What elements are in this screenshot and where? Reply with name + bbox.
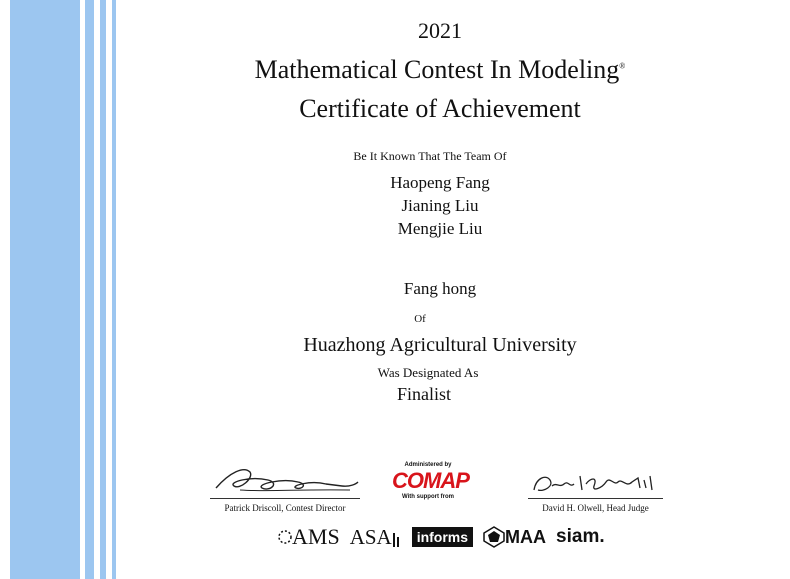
- ams-emblem-icon: [278, 527, 292, 547]
- maa-polyhedron-icon: [483, 526, 505, 548]
- contest-name-text: Mathematical Contest In Modeling: [254, 55, 620, 84]
- signature-line: [210, 498, 360, 499]
- team-member: Mengjie Liu: [397, 219, 483, 238]
- contest-name: [140, 55, 740, 85]
- sponsor-logos: [278, 522, 605, 552]
- registered-mark: ®: [619, 61, 626, 71]
- contest-director-caption: Patrick Driscoll, Contest Director: [224, 503, 346, 513]
- maa-logo-text: MAA: [505, 526, 547, 547]
- decorative-stripe: [100, 0, 106, 579]
- ams-logo-text: AMS: [292, 524, 340, 549]
- administered-by-label: Administered by: [404, 462, 452, 468]
- informs-logo: informs: [412, 527, 473, 547]
- designation-label: Was Designated As: [377, 365, 479, 380]
- head-judge-signature: [528, 468, 663, 513]
- designation-value: Finalist: [396, 384, 451, 404]
- asa-bars-icon: [392, 527, 402, 547]
- intro-text: Be It Known That The Team Of: [353, 149, 507, 163]
- decorative-stripe: [10, 0, 80, 579]
- decorative-stripe: [112, 0, 116, 579]
- handwritten-signature-icon: [528, 468, 663, 496]
- maa-logo: [483, 526, 546, 548]
- signature-line: [528, 498, 663, 499]
- advisor-name: Fang hong: [403, 279, 477, 298]
- asa-logo-text: ASA: [349, 524, 392, 549]
- handwritten-signature-icon: [210, 462, 360, 496]
- support-label: With support from: [402, 494, 454, 500]
- team-member: Haopeng Fang: [390, 173, 490, 192]
- institution-name: Huazhong Agricultural University: [303, 334, 577, 356]
- ams-logo: [278, 524, 340, 550]
- siam-logo: siam.: [556, 526, 605, 547]
- team-member: Jianing Liu: [401, 196, 479, 215]
- asa-logo: [350, 525, 402, 550]
- of-label: Of: [414, 313, 426, 325]
- comap-logo: COMAP: [392, 468, 469, 493]
- certificate-year: 2021: [418, 18, 462, 43]
- head-judge-caption: David H. Olwell, Head Judge: [542, 503, 649, 513]
- decorative-stripe: [85, 0, 94, 579]
- certificate-title: Certificate of Achievement: [299, 94, 581, 123]
- comap-logo-block: [392, 462, 469, 500]
- contest-director-signature: [210, 462, 360, 513]
